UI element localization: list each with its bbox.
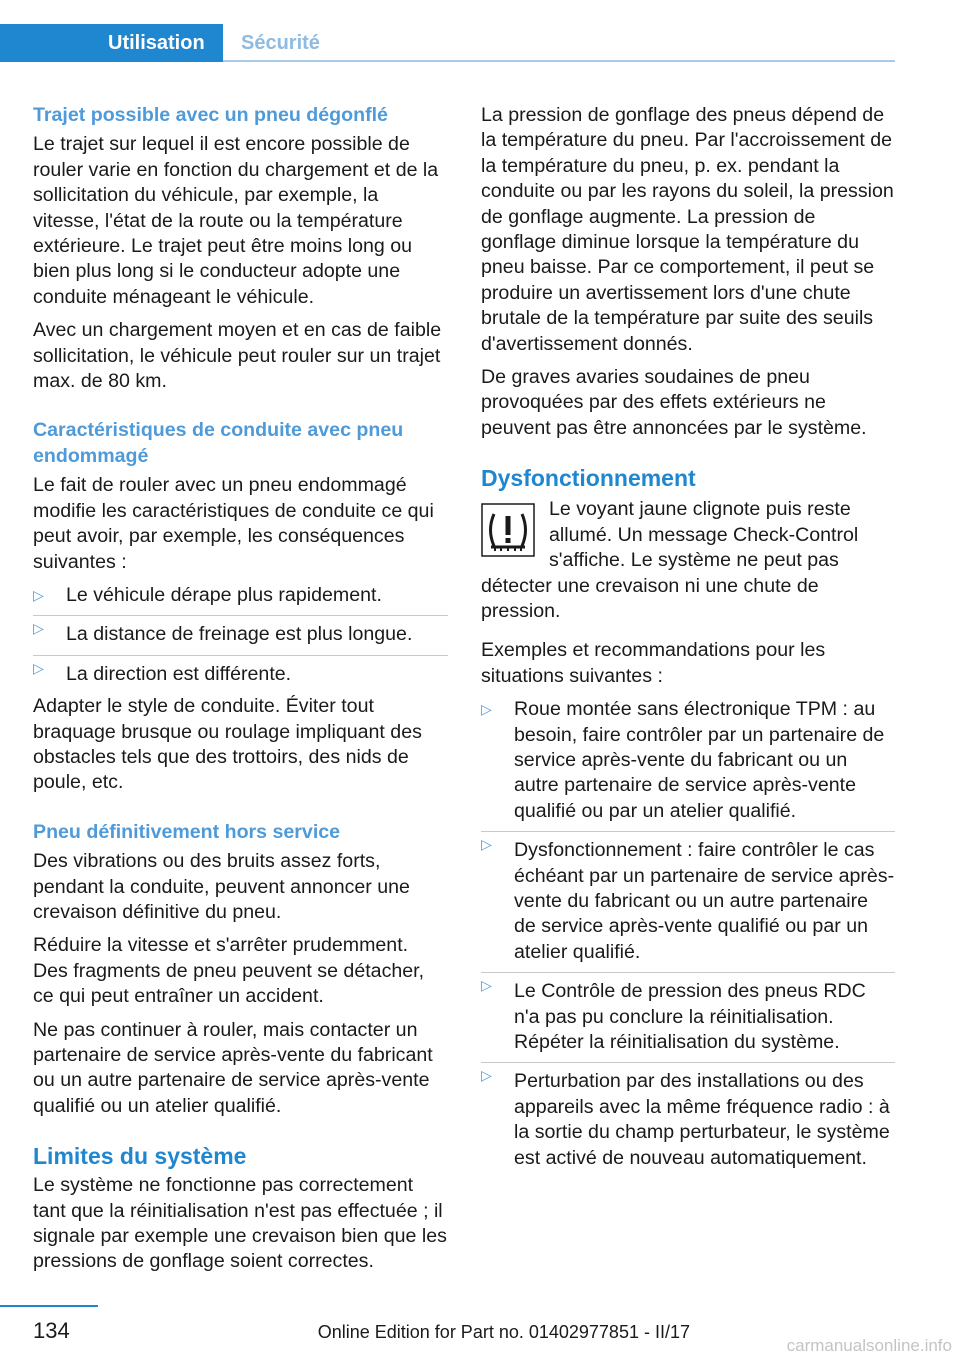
list-item [481,831,895,965]
paragraph: Adapter le style de conduite. Éviter tout braquage brusque ou roulage impliquant des obstacles tels que des trottoirs, des nids de poule, etc. [33,695,422,794]
list-item-text: Le Contrôle de pression des pneus RDC n'a pas pu conclure la réinitialisation. Répéter la réinitialisation du système. [514,980,866,1053]
page-number: 134 [33,1318,70,1343]
tab-securite[interactable]: Sécurité [241,32,320,54]
list-item [33,655,448,687]
paragraph: Le trajet sur lequel il est encore possible de rouler varie en fonction du chargement et de la sollicitation du véhicule, par exemple, la vitesse, l'état de la route ou la température extérieure. Le trajet peut être moins long ou bien plus long si le conducteur adopte une conduite ménageant le véhicule. [33,133,439,308]
heading-limites-systeme: Limites du système [33,1143,247,1170]
tab-underline [223,60,895,62]
heading-trajet-possible: Trajet possible avec un pneu dégonflé [33,104,388,126]
recommendations-list [481,697,895,1171]
list-item [33,615,448,647]
watermark: carmanualsonline.info [786,1336,952,1355]
heading-caracteristiques: Caractéristiques de conduite avec pneu endommagé [33,419,404,467]
list-item-text: Roue montée sans électronique TPM : au besoin, faire contrôler par un partenaire de service après-vente du fabricant ou un autre partenaire de service après-vente qualifié ou par un atelier qualifié. [514,698,885,822]
paragraph: Réduire la vitesse et s'arrêter prudemment. Des fragments de pneu peuvent se détacher, ce qui peut entraîner un accident. [33,934,425,1008]
paragraph: Avec un chargement moyen et en cas de faible sollicitation, le véhicule peut rouler sur un trajet max. de 80 km. [33,319,442,393]
tire-pressure-warning-icon [481,503,535,557]
list-item-text: La distance de freinage est plus longue. [66,623,413,646]
paragraph: Exemples et recommandations pour les situations suivantes : [481,639,826,687]
triangle-bullet-icon: ▷ [481,1067,492,1084]
heading-pneu-hors-service: Pneu définitivement hors service [33,820,341,843]
paragraph: Des vibrations ou des bruits assez forts, pendant la conduite, peuvent annoncer une crevaison définitive du pneu. [33,850,410,923]
consequences-list [33,583,448,687]
triangle-bullet-icon: ▷ [33,586,44,603]
paragraph: Le système ne fonctionne pas correctement tant que la réinitialisation n'est pas effectuée ; il signale par exemple une crevaison bien que les pressions de gonflage soient correctes. [33,1174,447,1273]
paragraph: De graves avaries soudaines de pneu provoquées par des effets extérieurs ne peuvent pas être annoncées par le système. [481,366,867,439]
triangle-bullet-icon: ▷ [481,836,492,853]
triangle-bullet-icon: ▷ [33,659,44,676]
tab-utilisation[interactable]: Utilisation [0,24,223,62]
list-item-text: La direction est différente. [66,662,292,685]
chapter-tabs [0,24,895,62]
paragraph: Ne pas continuer à rouler, mais contacter un partenaire de service après-vente du fabricant ou un autre partenaire de service après-vente qualifié ou un atelier qualifié. [33,1018,433,1117]
list-item-text: Perturbation par des installations ou des appareils avec la même fréquence radio : à la sortie du champ perturbateur, le système est activé de nouveau automatiquement. [514,1070,890,1169]
edition-text: Online Edition for Part no. 01402977851 - II/17 [317,1322,690,1342]
triangle-bullet-icon: ▷ [481,701,492,718]
heading-dysfonctionnement: Dysfonctionnement [481,465,696,492]
warning-block [481,497,895,624]
warning-text: Le voyant jaune clignote puis reste allumé. Un message Check-Control s'affiche. Le système ne peut pas détecter une crevaison ni une chute de pression. [481,498,859,622]
footer-rule [0,1305,98,1307]
triangle-bullet-icon: ▷ [33,620,44,637]
list-item-text: Dysfonctionnement : faire contrôler le cas échéant par un partenaire de service après-vente du fabricant ou un autre partenaire de service après-vente qualifié ou par un atelier qualifié. [514,839,895,963]
triangle-bullet-icon: ▷ [481,977,492,994]
paragraph: Le fait de rouler avec un pneu endommagé modifie les caractéristiques de conduite ce qui peut avoir, par exemple, les conséquences suivantes : [33,474,434,573]
right-column [481,103,895,1178]
paragraph: La pression de gonflage des pneus dépend de la température du pneu. Par l'accroissement de la température du pneu, p. ex. pendant la conduite ou par les rayons du soleil, la pression de gonflage augmente. La pression de gonflage diminue lorsque la température du pneu baisse. Par ce comportement, il peut se produire un avertissement lors d'une chute brutale de la température par suite des seuils d'avertissement donnés. [481,104,894,355]
left-column [33,103,448,1283]
list-item [33,583,448,608]
list-item [481,972,895,1055]
list-item-text: Le véhicule dérape plus rapidement. [66,583,382,606]
list-item [481,697,895,824]
list-item [481,1062,895,1171]
